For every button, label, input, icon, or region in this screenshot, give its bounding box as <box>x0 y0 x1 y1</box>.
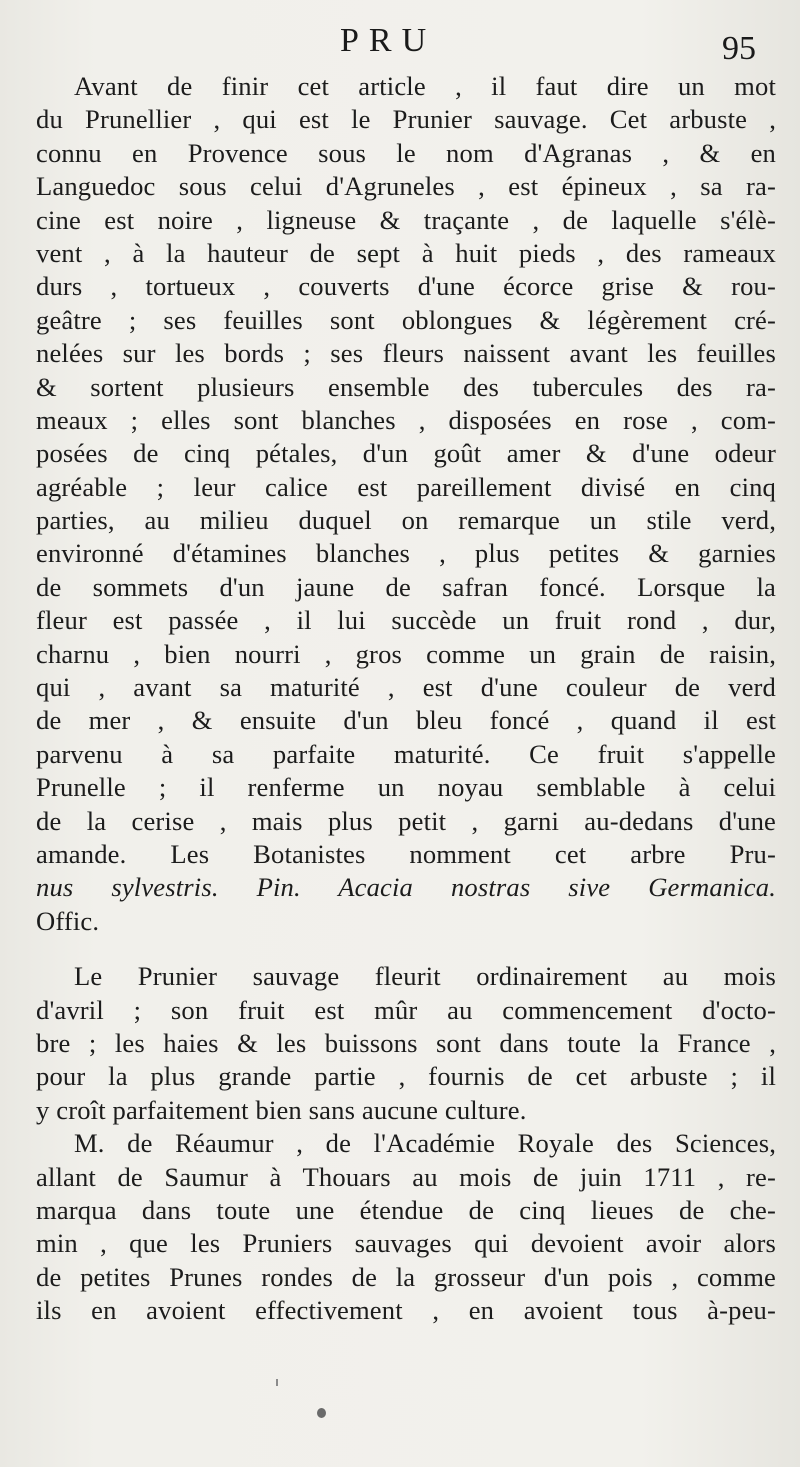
text-line: qui , avant sa maturité , est d'une couleur de verd <box>36 672 776 703</box>
text-line: vent , à la hauteur de sept à huit pieds , des rameaux <box>36 237 776 268</box>
text-line: ils en avoient effectivement , en avoient tous à-peu- <box>36 1295 776 1326</box>
text-line: Prunelle ; il renferme un noyau semblable à celui <box>36 772 776 803</box>
text-line: posées de cinq pétales, d'un goût amer & d'une odeur <box>36 438 776 469</box>
text-line: & sortent plusieurs ensemble des tubercules des ra- <box>36 371 776 402</box>
text-line: Le Prunier sauvage fleurit ordinairement au mois <box>74 961 776 992</box>
text-line: meaux ; elles sont blanches , disposées en rose , com- <box>36 404 776 435</box>
text-line: amande. Les Botanistes nomment cet arbre Pru- <box>36 838 776 869</box>
text-line: pour la plus grande partie , fournis de cet arbuste ; il <box>36 1061 776 1092</box>
text-line: Languedoc sous celui d'Agruneles , est épineux , sa ra- <box>36 171 776 202</box>
paragraph-prunellier <box>36 70 776 938</box>
text-line: du Prunellier , qui est le Prunier sauvage. Cet arbuste , <box>36 104 776 135</box>
running-head <box>0 22 800 70</box>
page-number: 95 <box>722 30 756 67</box>
text-line: cine est noire , ligneuse & traçante , de laquelle s'élè- <box>36 204 776 235</box>
text-line: y croît parfaitement bien sans aucune culture. <box>36 1094 527 1125</box>
text-line: de sommets d'un jaune de safran foncé. Lorsque la <box>36 571 776 602</box>
text-line: min , que les Pruniers sauvages qui devoient avoir alors <box>36 1228 776 1259</box>
ink-mark <box>276 1379 278 1386</box>
text-line: durs , tortueux , couverts d'une écorce grise & rou- <box>36 271 776 302</box>
text-line: marqua dans toute une étendue de cinq lieues de che- <box>36 1194 776 1225</box>
body-text <box>36 70 776 1327</box>
text-line: allant de Saumur à Thouars au mois de juin 1711 , re- <box>36 1161 776 1192</box>
paragraph-flowering <box>36 960 776 1127</box>
text-line: parties, au milieu duquel on remarque un stile verd, <box>36 505 776 536</box>
text-line: agréable ; leur calice est pareillement divisé en cinq <box>36 471 776 502</box>
running-head-title: PRU <box>340 22 437 59</box>
text-line: charnu , bien nourri , gros comme un grain de raisin, <box>36 638 776 669</box>
text-line: geâtre ; ses feuilles sont oblongues & légèrement cré- <box>36 304 776 335</box>
text-line: environné d'étamines blanches , plus petites & garnies <box>36 538 776 569</box>
text-line: M. de Réaumur , de l'Académie Royale des Sciences, <box>74 1128 776 1159</box>
text-line: de mer , & ensuite d'un bleu foncé , quand il est <box>36 705 776 736</box>
text-line: fleur est passée , il lui succède un fruit rond , dur, <box>36 605 776 636</box>
text-line: d'avril ; son fruit est mûr au commencement d'octo- <box>36 994 776 1025</box>
text-line: Offic. <box>36 905 100 936</box>
text-line: de la cerise , mais plus petit , garni au-dedans d'une <box>36 805 776 836</box>
ink-spot <box>317 1408 326 1418</box>
text-line-botanical-name: nus sylvestris. Pin. Acacia nostras sive Germanica. <box>36 872 776 903</box>
text-line: nelées sur les bords ; ses fleurs naissent avant les feuilles <box>36 338 776 369</box>
text-line: de petites Prunes rondes de la grosseur d'un pois , comme <box>36 1261 776 1292</box>
paragraph-gap <box>36 938 776 960</box>
text-line: Avant de finir cet article , il faut dire un mot <box>74 71 776 101</box>
paragraph-reaumur <box>36 1127 776 1327</box>
text-line: parvenu à sa parfaite maturité. Ce fruit s'appelle <box>36 738 776 769</box>
text-line: bre ; les haies & les buissons sont dans toute la France , <box>36 1027 776 1058</box>
text-line: connu en Provence sous le nom d'Agranas , & en <box>36 137 776 168</box>
